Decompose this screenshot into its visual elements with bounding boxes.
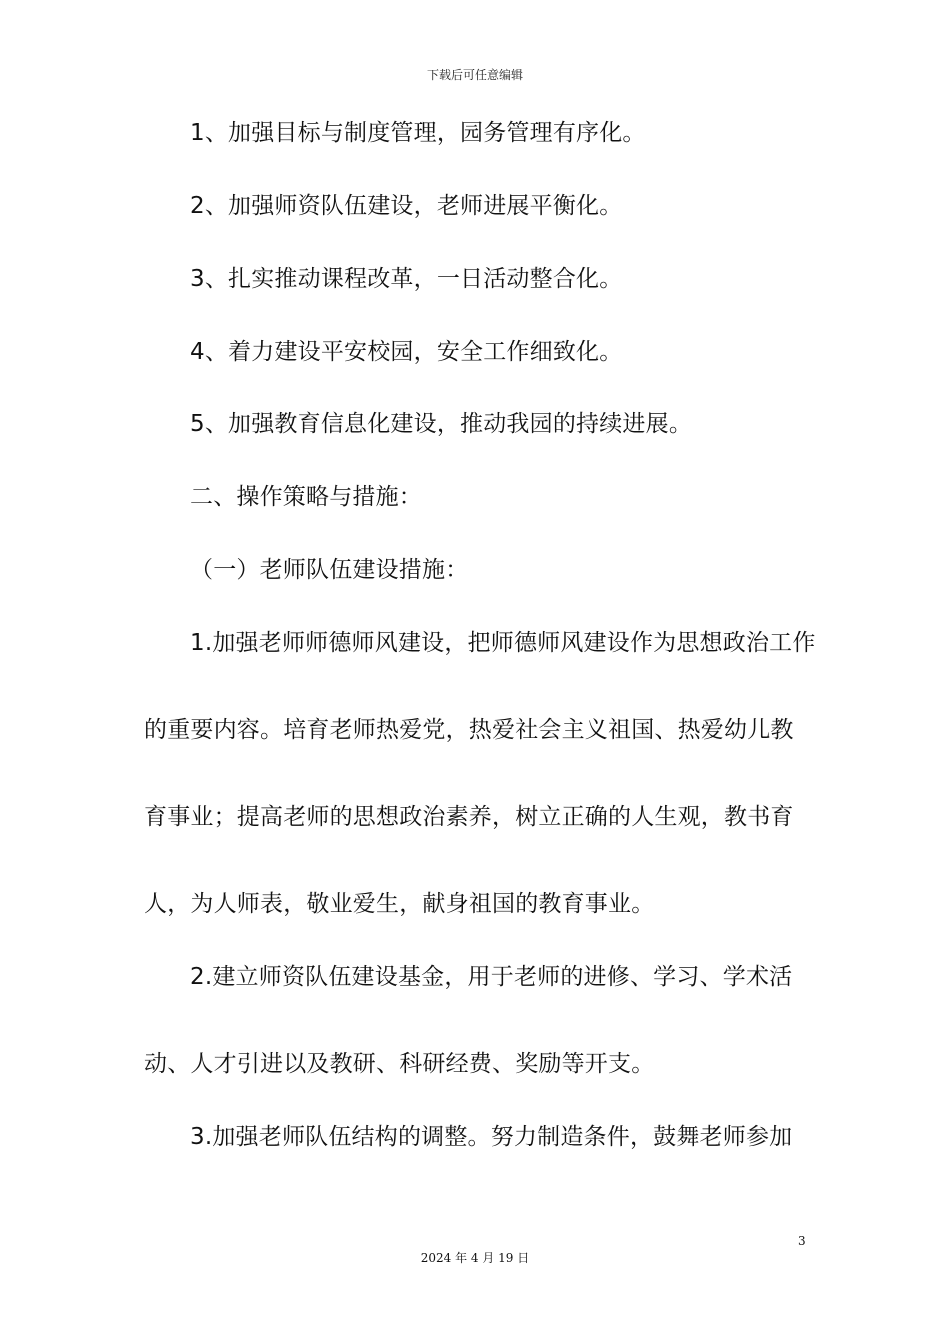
page-header: 下载后可任意编辑 bbox=[426, 68, 523, 82]
paragraph-line: 2.建立师资队伍建设基金，用于老师的进修、学习、学术活 bbox=[190, 964, 793, 990]
paragraph-line: 2、加强师资队伍建设，老师进展平衡化。 bbox=[190, 193, 623, 219]
subsection-heading: （一）老师队伍建设措施： bbox=[190, 557, 469, 583]
section-heading: 二、操作策略与措施： bbox=[190, 484, 422, 510]
footer-date: 2024 年 4 月 19 日 bbox=[420, 1251, 530, 1265]
paragraph-line: 1.加强老师师德师风建设，把师德师风建设作为思想政治工作 bbox=[190, 630, 816, 656]
paragraph-line: 人，为人师表，敬业爱生，献身祖国的教育事业。 bbox=[144, 891, 655, 917]
paragraph-line: 4、着力建设平安校园，安全工作细致化。 bbox=[190, 339, 623, 365]
paragraph-line: 1、加强目标与制度管理，园务管理有序化。 bbox=[190, 120, 646, 146]
page-number: 3 bbox=[798, 1234, 806, 1248]
paragraph-line: 育事业；提高老师的思想政治素养，树立正确的人生观，教书育 bbox=[144, 804, 794, 830]
paragraph-line: 的重要内容。培育老师热爱党，热爱社会主义祖国、热爱幼儿教 bbox=[144, 717, 794, 743]
paragraph-line: 5、加强教育信息化建设，推动我园的持续进展。 bbox=[190, 411, 693, 437]
paragraph-line: 3、扎实推动课程改革，一日活动整合化。 bbox=[190, 266, 623, 292]
paragraph-line: 动、人才引进以及教研、科研经费、奖励等开支。 bbox=[144, 1051, 655, 1077]
paragraph-line: 3.加强老师队伍结构的调整。努力制造条件，鼓舞老师参加 bbox=[190, 1124, 793, 1150]
